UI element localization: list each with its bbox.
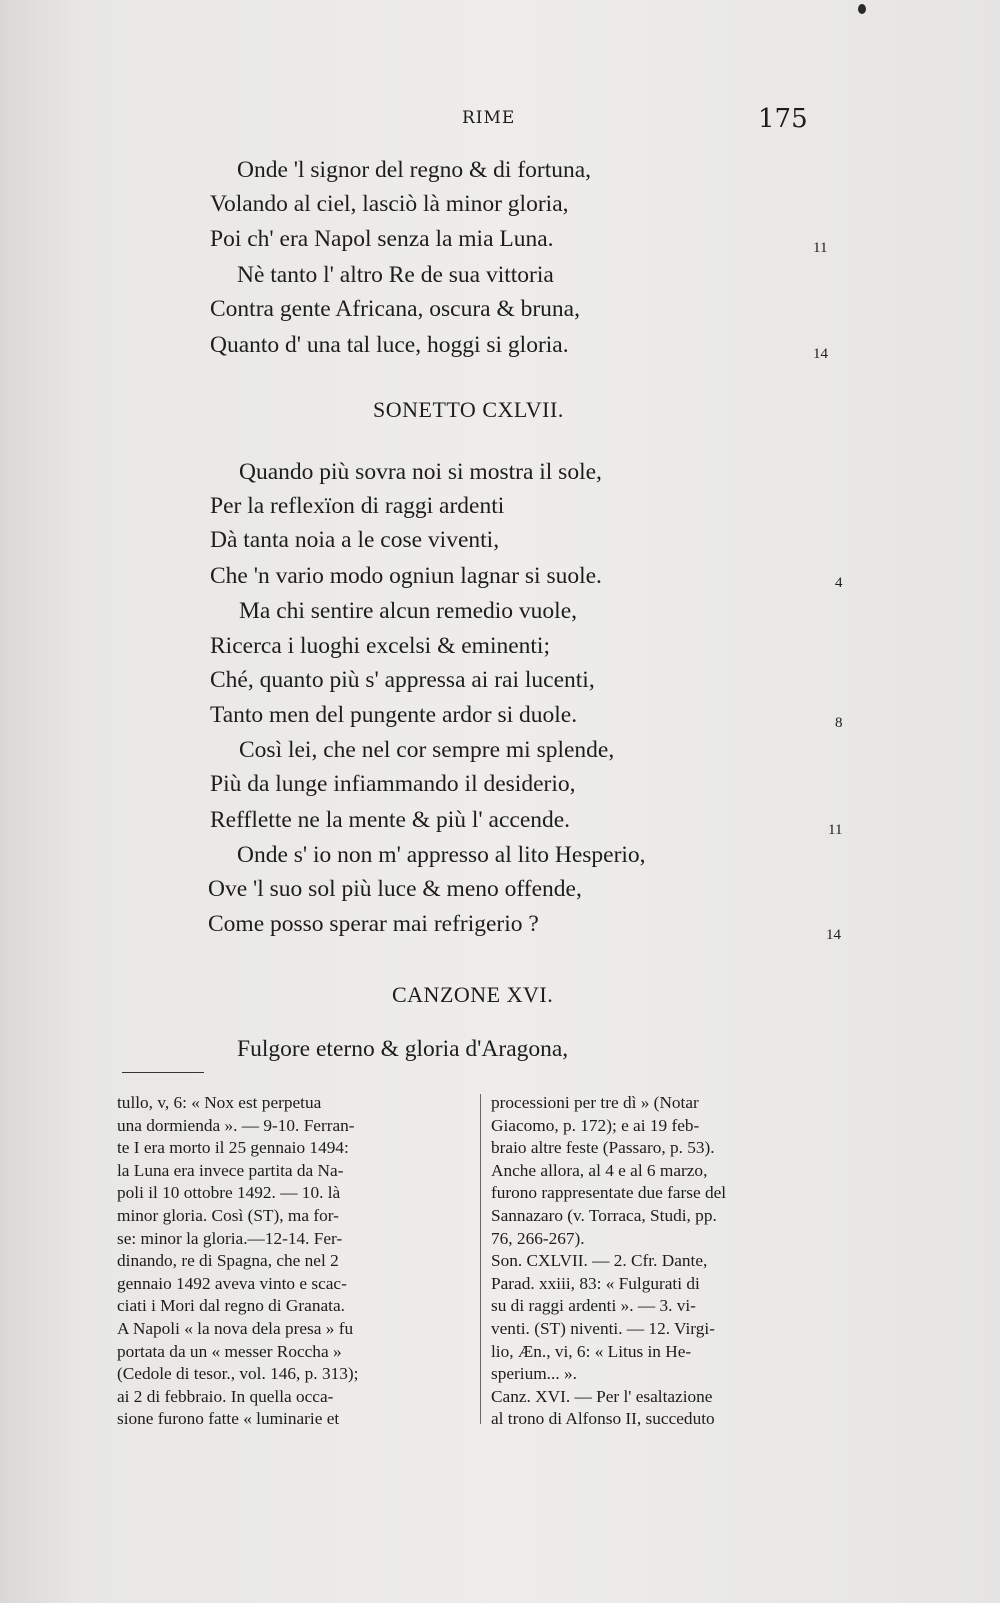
note-line: se: minor la gloria.—12-14. Fer-: [117, 1228, 343, 1248]
note-line: Giacomo, p. 172); e ai 19 feb-: [491, 1115, 700, 1135]
note-line: te I era morto il 25 gennaio 1494:: [117, 1138, 349, 1158]
note-line: (Cedole di tesor., vol. 146, p. 313);: [117, 1364, 359, 1384]
canzone-title: CANZONE XVI.: [392, 982, 554, 1007]
verse-line: Tanto men del pungente ardor si duole.: [210, 702, 578, 728]
verse-line: Quanto d' una tal luce, hoggi si gloria.: [210, 332, 569, 358]
line-number: 14: [813, 346, 828, 362]
notes-column-right: [491, 1092, 851, 1431]
note-line: tullo, v, 6: « Nox est perpetua: [117, 1093, 322, 1112]
note-line: poli il 10 ottobre 1492. — 10. là: [117, 1183, 341, 1203]
verse-line: Ricerca i luoghi excelsi & eminenti;: [210, 633, 550, 659]
verse-line: Ché, quanto più s' appressa ai rai lucenti,: [210, 667, 595, 693]
note-line: portata da un « messer Roccha »: [117, 1341, 342, 1361]
note-line: sione furono fatte « luminarie et: [117, 1409, 340, 1429]
verse-line: Per la reflexïon di raggi ardenti: [210, 493, 505, 519]
note-line: Anche allora, al 4 e al 6 marzo,: [491, 1160, 708, 1180]
line-number: 11: [828, 822, 843, 838]
verse-line: Onde 'l signor del regno & di fortuna,: [237, 157, 592, 183]
sonnet-title: SONETTO CXLVII.: [373, 397, 564, 422]
running-head: RIME: [462, 108, 516, 128]
verse-line: Poi ch' era Napol senza la mia Luna.: [210, 226, 554, 252]
note-line: processioni per tre dì » (Notar: [491, 1093, 699, 1112]
verse-line: Ove 'l suo sol più luce & meno offende,: [208, 876, 582, 902]
note-line: ciati i Mori dal regno di Granata.: [117, 1296, 345, 1316]
line-number: 11: [813, 240, 828, 256]
verse-line: Ma chi sentire alcun remedio vuole,: [239, 598, 578, 624]
column-divider: [480, 1094, 481, 1424]
verse-line: Più da lunge infiammando il desiderio,: [210, 771, 576, 797]
verse-line: Così lei, che nel cor sempre mi splende,: [239, 737, 615, 763]
note-line: Son. CXLVII. — 2. Cfr. Dante,: [491, 1251, 708, 1271]
note-line: venti. (ST) niventi. — 12. Virgi-: [491, 1318, 715, 1338]
footnote-rule: [122, 1072, 204, 1073]
page-number: 175: [758, 104, 808, 134]
verse-line: Contra gente Africana, oscura & bruna,: [210, 296, 580, 322]
line-number: 4: [835, 575, 843, 591]
verse-line: Onde s' io non m' appresso al lito Hesperio,: [237, 842, 646, 868]
note-line: minor gloria. Così (ST), ma for-: [117, 1205, 339, 1225]
verse-line: Quando più sovra noi si mostra il sole,: [239, 459, 602, 485]
verse-line: Volando al ciel, lasciò là minor gloria,: [210, 191, 569, 217]
note-line: 76, 266-267).: [491, 1228, 585, 1248]
line-number: 8: [835, 715, 843, 731]
verse-line: Che 'n vario modo ogniun lagnar si suole.: [210, 563, 602, 589]
note-line: Sannazaro (v. Torraca, Studi, pp.: [491, 1205, 717, 1225]
canzone-first-line: Fulgore eterno & gloria d'Aragona,: [237, 1036, 569, 1062]
note-line: dinando, re di Spagna, che nel 2: [117, 1251, 339, 1271]
note-line: ai 2 di febbraio. In quella occa-: [117, 1386, 334, 1406]
note-line: sperium... ».: [491, 1364, 577, 1384]
note-line: una dormienda ». — 9-10. Ferran-: [117, 1115, 355, 1135]
note-line: su di raggi ardenti ». — 3. vi-: [491, 1296, 696, 1316]
note-line: lio, Æn., vi, 6: « Litus in He-: [491, 1341, 692, 1361]
note-line: Parad. xxiii, 83: « Fulgurati di: [491, 1273, 700, 1293]
verse-line: Come posso sperar mai refrigerio ?: [208, 911, 539, 937]
note-line: A Napoli « la nova dela presa » fu: [117, 1318, 354, 1338]
ink-spot: [858, 4, 866, 14]
note-line: al trono di Alfonso II, succeduto: [491, 1409, 715, 1429]
verse-line: Dà tanta noia a le cose viventi,: [210, 527, 500, 553]
notes-column-left: [117, 1092, 469, 1431]
verse-line: Nè tanto l' altro Re de sua vittoria: [237, 262, 554, 288]
note-line: gennaio 1492 aveva vinto e scac-: [117, 1273, 347, 1293]
note-line: la Luna era invece partita da Na-: [117, 1160, 344, 1180]
note-line: furono rappresentate due farse del: [491, 1183, 727, 1203]
page-header: [0, 104, 1000, 138]
note-line: braio altre feste (Passaro, p. 53).: [491, 1138, 715, 1158]
verse-line: Refflette ne la mente & più l' accende.: [210, 807, 571, 833]
line-number: 14: [826, 927, 841, 943]
note-line: Canz. XVI. — Per l' esaltazione: [491, 1386, 713, 1406]
